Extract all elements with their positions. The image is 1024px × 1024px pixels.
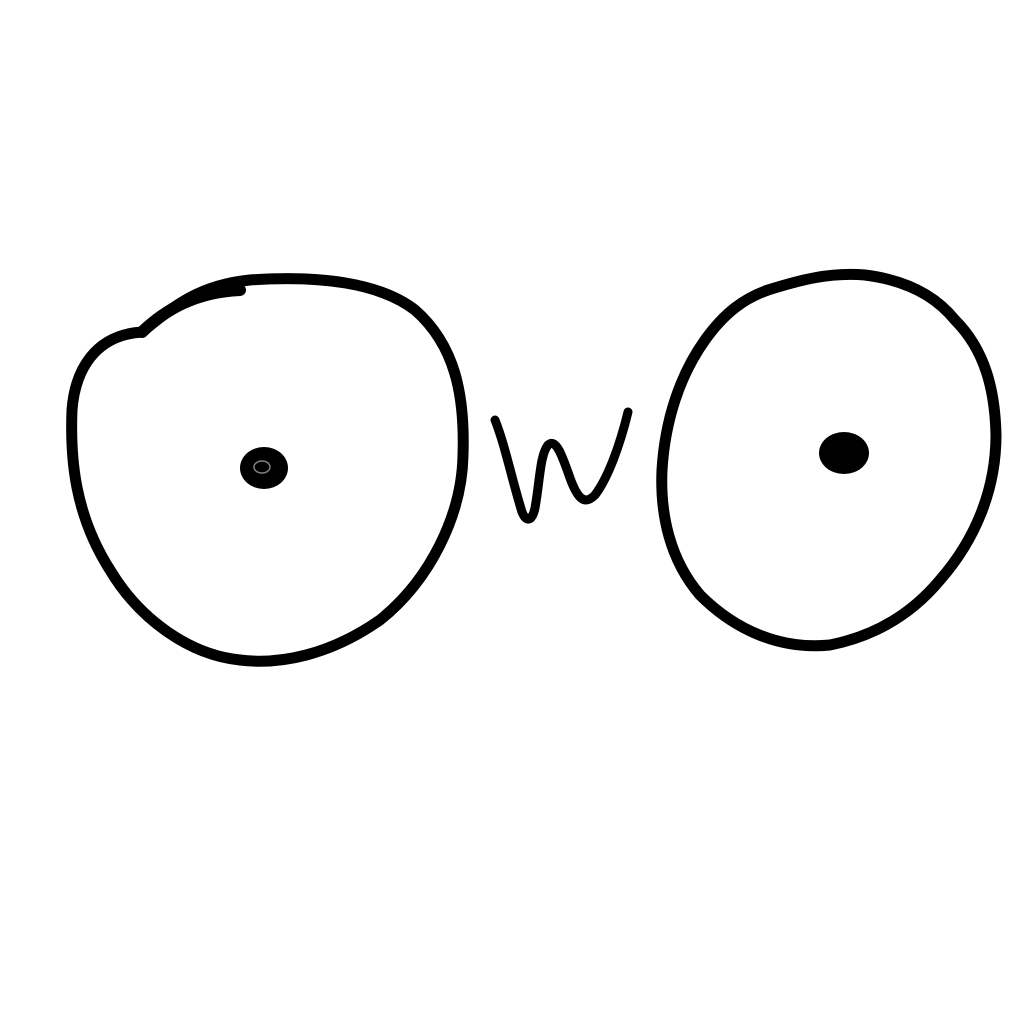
left-pupil [240,447,288,489]
right-pupil [819,432,869,474]
w-mouth [495,412,628,519]
left-eye-sketch-stroke [142,290,240,332]
